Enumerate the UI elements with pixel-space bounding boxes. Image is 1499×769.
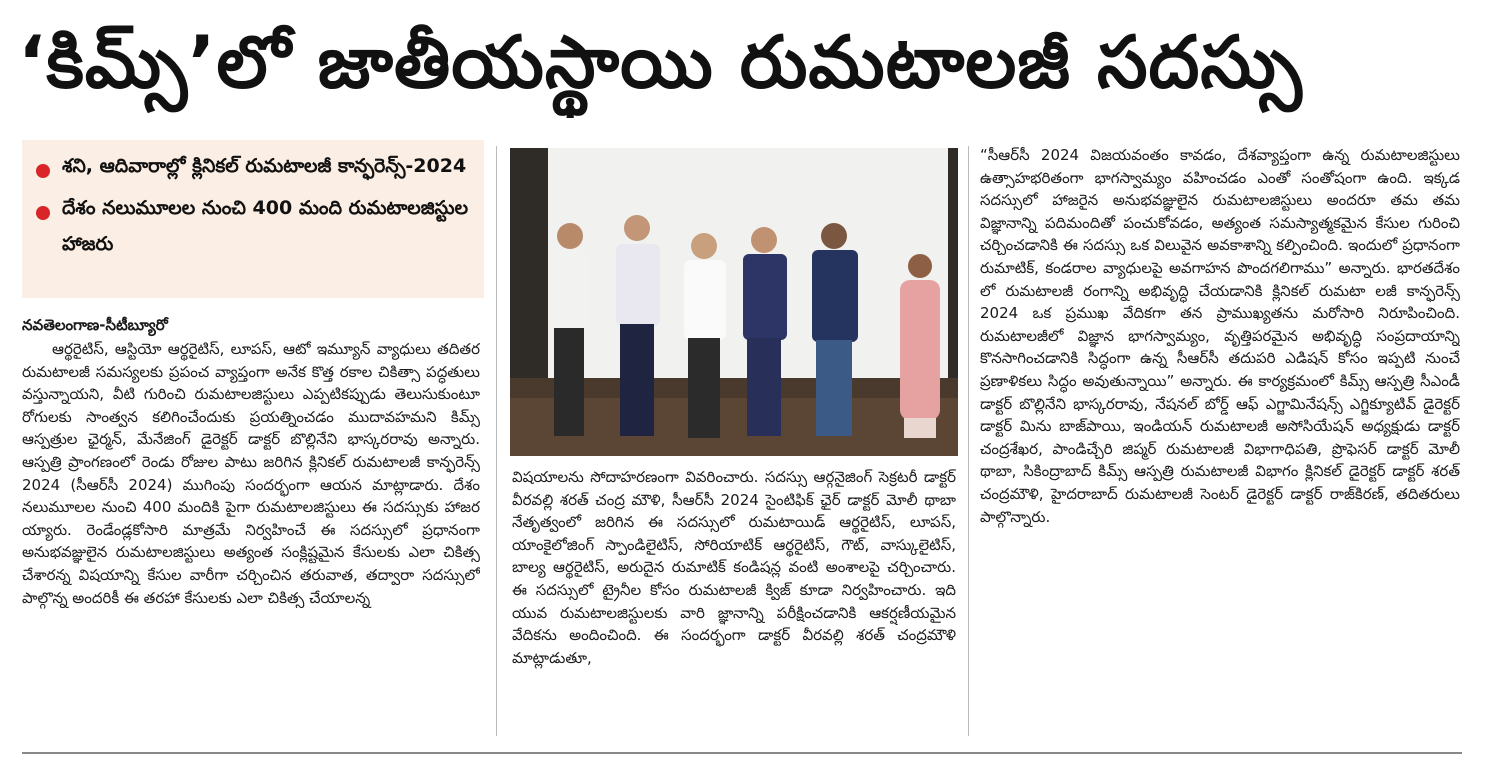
event-photo-illustration (510, 148, 958, 456)
column-divider (496, 146, 497, 736)
article-paragraph: ఆర్థరైటిస్, ఆస్టియో ఆర్థరైటిస్, లూపస్, ఆటో ఇమ్యూన్ వ్యాధులు తదితర రుమటాలజీ సమస్యలకు ప్రపంచ వ్యాప్తంగా అనేక కొత్త రకాల చికిత్సా పద్ధతులు వస్తున్నాయని, వీటి గురించి రుమటాలజిస్టులు ఎప్పటికప్పుడు తెలుసుకుంటూ రోగులకు సాంత్వన కలిగించేందుకు ప్రయత్నించడం ముదావహమని కిమ్స్ ఆస్పత్రుల ఛైర్మన్, మేనేజింగ్ డైరెక్టర్ డాక్టర్ బొల్లినేని భాస్కరరావు అన్నారు. ఆస్పత్రి ప్రాంగణంలో రెండు రోజుల పాటు జరిగిన క్లినికల్ రుమటాలజీ కాన్ఫరెన్స్ 2024 (సీఆర్‌సీ 2024) ముగింపు సందర్భంగా ఆయన మాట్లాడారు. దేశం నలుమూలల నుంచి 400 మందికి పైగా రుమటాలజిస్టులు ఈ సదస్సుకు హాజర య్యారు. రెండేండ్లకోసారి మాత్రమే నిర్వహించే ఈ సదస్సులో ప్రధానంగా అనుభవజ్ఞులైన రుమటాలజిస్టులు అత్యంత సంక్లిష్టమైన కేసులకు ఎలా చికిత్స చేశారన్న విషయాన్ని కేసుల వారీగా చర్చించిన తరువాత, తద్వారా సదస్సులో పాల్గొన్న అందరికీ ఈ తరహా కేసులకు ఎలా చికిత్స చేయాలన్న (22, 340, 480, 607)
event-photo (510, 148, 958, 456)
bullet-dot-icon (36, 206, 50, 220)
bullet-dot-icon (36, 164, 50, 178)
highlight-item (36, 190, 474, 262)
byline: నవతెలంగాణ-సీటీబ్యూరో (22, 316, 168, 334)
bottom-rule (22, 752, 1462, 754)
highlight-text: దేశం నలుమూలల నుంచి 400 మంది రుమటాలజిస్టుల హాజరు (62, 197, 469, 255)
article-column-3 (980, 144, 1460, 736)
highlight-text: శని, ఆదివారాల్లో క్లినికల్ రుమటాలజీ కాన్ఫరెన్స్-2024 (62, 155, 467, 177)
article-paragraph: “సీఆర్‌సీ 2024 విజయవంతం కావడం, దేశవ్యాప్తంగా ఉన్న రుమటాలజిస్టులు ఉత్సాహభరితంగా భాగస్వామ్యం వహించడం ఎంతో సంతోషంగా ఉంది. ఇక్కడ సదస్సులో హాజరైన అనుభవజ్ఞులైన రుమటాలజిస్టులు అందరూ తమ తమ విజ్ఞానాన్ని పదిమందితో పంచుకోవడం, అత్యంత సమస్యాత్మకమైన కేసుల గురించి చర్చించడానికి ఈ సదస్సు ఒక విలువైన అవకాశాన్ని కల్పించింది. ఇందులో ప్రధానంగా రుమాటిక్, కండరాల వ్యాధులపై అవగాహన పొందగలిగాము” అన్నారు. భారతదేశం లో రుమటాలజీ రంగాన్ని అభివృద్ధి చేయడానికి క్లినికల్ రుమటా లజీ కాన్ఫరెన్స్ 2024 ఒక ప్రముఖ వేదికగా తన ప్రాముఖ్యతను మరోసారి నిరూపించింది. రుమటాలజీలో విజ్ఞాన భాగస్వామ్యం, వృత్తిపరమైన అభివృద్ధి సంప్రదాయాన్ని కొనసాగించడానికి సిద్ధంగా ఉన్న సీఆర్‌సీ తదుపరి ఎడిషన్ కోసం ఇప్పటి నుంచే ప్రణాళికలు సిద్ధం అవుతున్నాయి” అన్నారు. ఈ కార్యక్రమంలో కిమ్స్ ఆస్పత్రి సీఎండీ డాక్టర్ బొల్లినేని భాస్కరరావు, నేషనల్ బోర్డ్ ఆఫ్ ఎగ్జామినేషన్స్ ఎగ్జిక్యూటివ్ డైరెక్టర్ డాక్టర్ మిను బాజ్‌పాయి, ఇండియన్ రుమటాలజీ అసోసియేషన్ అధ్యక్షుడు డాక్టర్ చంద్రశేఖర, పాండిచ్చేరి జిప్మర్ రుమటాలజీ విభాగాధిపతి, ప్రొఫెసర్ డాక్టర్ మోలీ థాబా, సికింద్రాబాద్ కిమ్స్ ఆస్పత్రి రుమటాలజీ విభాగం క్లినికల్ డైరెక్టర్ డాక్టర్ శరత్ చంద్రమౌళి, హైదరాబాద్ రుమటాలజీ సెంటర్ డైరెక్టర్ డాక్టర్ రాజ్‌కిరణ్, తదితరులు పాల్గొన్నారు. (980, 146, 1460, 526)
highlight-item (36, 148, 474, 184)
article-column-1 (22, 314, 480, 734)
highlights-box (22, 140, 484, 298)
article-paragraph: విషయాలను సోదాహరణంగా వివరించారు. సదస్సు ఆర్గనైజింగ్ సెక్రటరీ డాక్టర్ వీరవల్లి శరత్ చంద్ర మౌళి, సీఆర్‌సీ 2024 సైంటిఫిక్ ఛైర్ డాక్టర్ మోలీ థాబా నేతృత్వంలో జరిగిన ఈ సదస్సులో రుమటాయిడ్ ఆర్థరైటిస్, లూపస్, యాంకైలోజింగ్ స్పాండిలైటిస్, సోరియాటిక్ ఆర్థరైటిస్, గౌట్, వాస్కులైటిస్, బాల్య ఆర్థరైటిస్, అరుదైన రుమాటిక్ కండిషన్ల వంటి అంశాలపై చర్చించారు. ఈ సదస్సులో ట్రైనీల కోసం రుమటాలజీ క్విజ్ కూడా నిర్వహించారు. ఇది యువ రుమటాలజిస్టులకు వారి జ్ఞానాన్ని పరీక్షించడానికి ఆకర్షణీయమైన వేదికను అందించింది. ఈ సందర్భంగా డాక్టర్ వీరవల్లి శరత్ చంద్రమౌళి మాట్లాడుతూ, (512, 468, 956, 667)
column-divider (968, 146, 969, 736)
headline: ‘కిమ్స్’లో జాతీయస్థాయి రుమటాలజీ సదస్సు (18, 20, 1303, 104)
article-column-2 (512, 466, 956, 736)
